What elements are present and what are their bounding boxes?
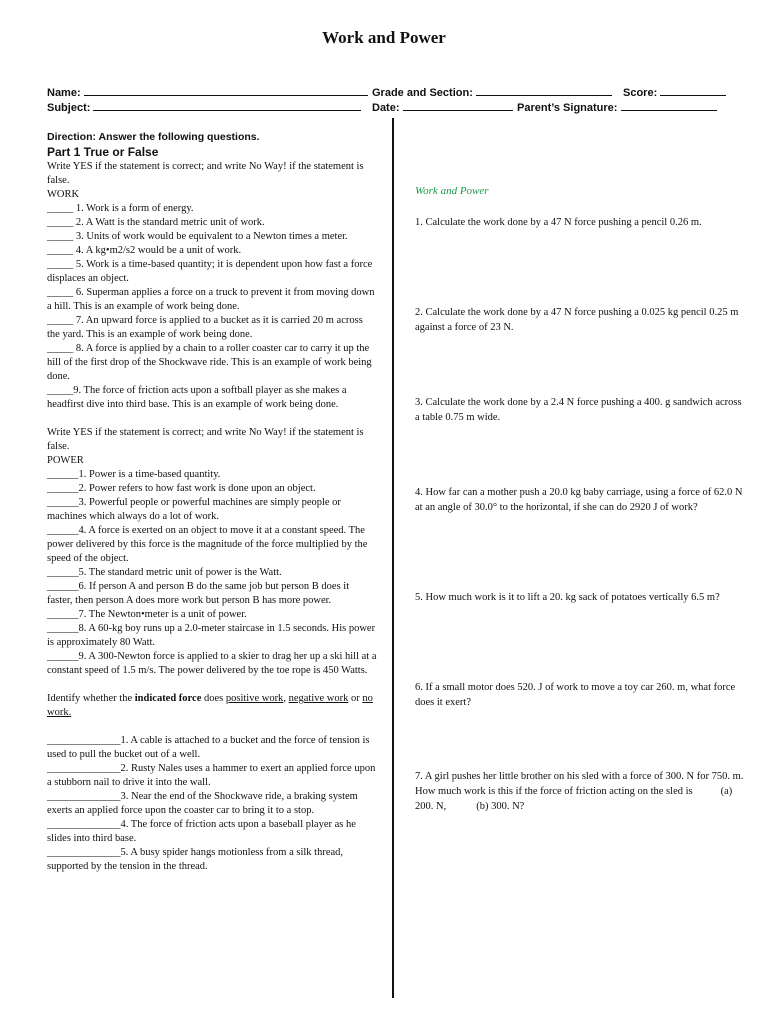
positive-work-text: positive work xyxy=(225,693,284,704)
power-item: ______8. A 60-kg boy runs up a 2.0-meter staircase in 1.5 seconds. His power is approximately 80 Watt. xyxy=(47,623,376,648)
right-title: Work and Power xyxy=(415,185,489,197)
name-label: Name: xyxy=(47,87,81,99)
identify-text: does xyxy=(201,693,226,704)
indicated-force-text: indicated force xyxy=(134,693,202,704)
power-item: ______5. The standard metric unit of power is the Watt. xyxy=(47,567,282,578)
power-item: ______7. The Newton•meter is a unit of power. xyxy=(47,609,247,620)
work-item: _____ 3. Units of work would be equivalent to a Newton times a meter. xyxy=(47,231,348,242)
power-items xyxy=(47,468,377,678)
identify-text: Identify whether the xyxy=(47,693,135,704)
left-column xyxy=(47,130,377,874)
parent-signature-field[interactable] xyxy=(517,101,717,114)
question-7-option-a: (a) 200. N, xyxy=(415,786,733,812)
force-items xyxy=(47,734,377,874)
direction-text: Direction: Answer the following questions. xyxy=(47,131,260,143)
work-item: _____ 2. A Watt is the standard metric unit of work. xyxy=(47,217,265,228)
work-item: _____ 1. Work is a form of energy. xyxy=(47,203,194,214)
date-field[interactable] xyxy=(372,101,513,114)
power-item: ______6. If person A and person B do the same job but person B does it faster, then person A does more work but person B has more power. xyxy=(47,581,350,606)
question-1: 1. Calculate the work done by a 47 N force pushing a pencil 0.26 m. xyxy=(415,217,702,228)
force-item: ______________1. A cable is attached to a bucket and the force of tension is used to pull the bucket out of a well. xyxy=(47,735,370,760)
question-6: 6. If a small motor does 520. J of work to move a toy car 260. m, what force does it exert? xyxy=(415,682,736,708)
question-7 xyxy=(415,769,745,814)
identify-instruction xyxy=(47,692,377,720)
score-field[interactable] xyxy=(623,86,726,99)
grade-line[interactable] xyxy=(476,86,612,96)
parent-signature-label: Parent’s Signature: xyxy=(517,102,618,114)
negative-work-text: negative work xyxy=(288,693,349,704)
question-5: 5. How much work is it to lift a 20. kg sack of potatoes vertically 6.5 m? xyxy=(415,592,720,603)
power-item: ______1. Power is a time-based quantity. xyxy=(47,469,221,480)
work-items xyxy=(47,202,377,412)
parent-signature-line[interactable] xyxy=(621,101,717,111)
force-item: ______________2. Rusty Nales uses a hammer to exert an applied force upon a stubborn nail to drive it into the wall. xyxy=(47,763,376,788)
question-3: 3. Calculate the work done by a 2.4 N force pushing a 400. g sandwich across a table 0.75 m wide. xyxy=(415,397,742,423)
identify-text: or xyxy=(348,693,363,704)
force-item: ______________3. Near the end of the Shockwave ride, a braking system exerts an applied force upon the coaster car to bring it to a stop. xyxy=(47,791,358,816)
work-heading: WORK xyxy=(47,189,80,200)
work-item: _____9. The force of friction acts upon a softball player as she makes a headfirst dive into third base. This is an example of work being done. xyxy=(47,385,347,410)
score-line[interactable] xyxy=(660,86,726,96)
power-item: ______4. A force is exerted on an object to move it at a constant speed. The power delivered by this force is the magnitude of the force multiplied by the speed of the object. xyxy=(47,525,368,564)
work-item: _____ 5. Work is a time-based quantity; it is dependent upon how fast a force displaces an object. xyxy=(47,259,373,284)
question-7-option-b: (b) 300. N? xyxy=(476,801,525,812)
force-item: ______________4. The force of friction acts upon a baseball player as he slides into third base. xyxy=(47,819,356,844)
name-field[interactable] xyxy=(47,86,368,99)
power-item: ______9. A 300-Newton force is applied to a skier to drag her up a ski hill at a constant speed of 1.5 m/s. The power delivered by the toe rope is 450 Watts. xyxy=(47,651,377,676)
part1-heading: Part 1 True or False xyxy=(47,145,159,159)
power-item: ______3. Powerful people or powerful machines are simply people or machines which always do a lot of work. xyxy=(47,497,341,522)
name-line[interactable] xyxy=(84,86,368,96)
right-column-title xyxy=(415,184,745,199)
score-label: Score: xyxy=(623,87,658,99)
question-7-text: 7. A girl pushes her little brother on his sled with a force of 300. N for 750. m. How much work is this if the force of friction acting on the sled is xyxy=(415,771,744,797)
power-item: ______2. Power refers to how fast work is done upon an object. xyxy=(47,483,316,494)
grade-field[interactable] xyxy=(372,86,612,99)
work-item: _____ 4. A kg•m2/s2 would be a unit of work. xyxy=(47,245,242,256)
date-line[interactable] xyxy=(403,101,513,111)
identify-text: , xyxy=(283,693,289,704)
column-divider xyxy=(392,118,394,998)
grade-label: Grade and Section: xyxy=(372,87,473,99)
power-heading: POWER xyxy=(47,455,84,466)
subject-field[interactable] xyxy=(47,101,361,114)
question-4: 4. How far can a mother push a 20.0 kg baby carriage, using a force of 62.0 N at an angle of 30.0° to the horizontal, if she can do 2920 J of work? xyxy=(415,487,743,513)
question-2: 2. Calculate the work done by a 47 N force pushing a 0.025 kg pencil 0.25 m against a force of 23 N. xyxy=(415,307,739,333)
work-item: _____ 6. Superman applies a force on a truck to prevent it from moving down a hill. This is an example of work being done. xyxy=(47,287,375,312)
force-item: ______________5. A busy spider hangs motionless from a silk thread, supported by the tension in the thread. xyxy=(47,847,344,872)
no-work-text: no work. xyxy=(47,693,373,718)
instruction-text-1: Write YES if the statement is correct; and write No Way! if the statement is false. xyxy=(47,161,364,186)
subject-line[interactable] xyxy=(93,101,361,111)
work-item: _____ 7. An upward force is applied to a bucket as it is carried 20 m across the yard. This is an example of work being done. xyxy=(47,315,363,340)
date-label: Date: xyxy=(372,102,400,114)
instruction-text-2: Write YES if the statement is correct; and write No Way! if the statement is false. xyxy=(47,427,364,452)
work-item: _____ 8. A force is applied by a chain to a roller coaster car to carry it up the hill of the first drop of the Shockwave ride. This is an example of work being done. xyxy=(47,343,372,382)
page-title: Work and Power xyxy=(322,28,446,47)
subject-label: Subject: xyxy=(47,102,91,114)
